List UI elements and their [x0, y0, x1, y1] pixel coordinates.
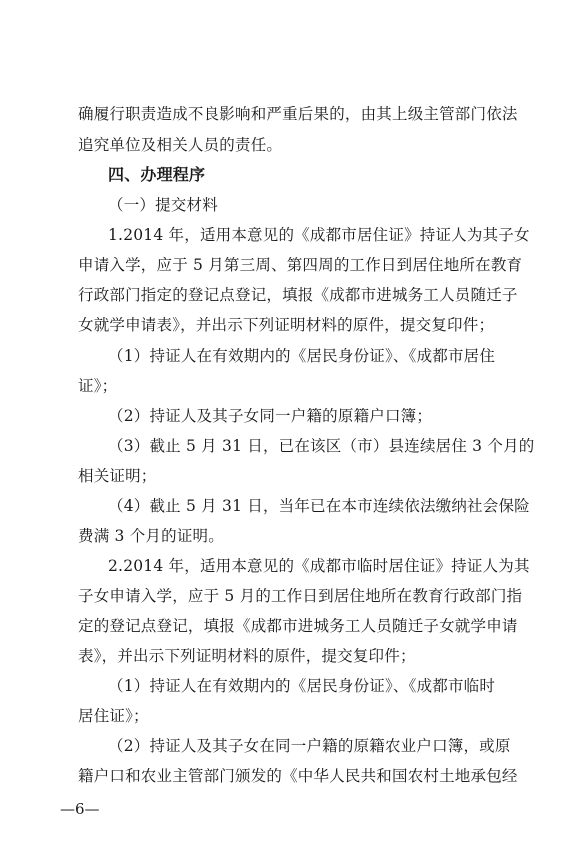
paragraph-line: 子女申请入学，应于 5 月的工作日到居住地所在教育行政部门指	[78, 587, 523, 605]
list-item-continuation: 相关证明；	[78, 467, 157, 485]
paragraph-line: 追究单位及相关人员的责任。	[78, 136, 283, 154]
list-item: （1）持证人在有效期内的《居民身份证》、《成都市居住	[108, 347, 496, 365]
paragraph-line: 1.2014 年，适用本意见的《成都市居住证》持证人为其子女	[108, 226, 530, 244]
paragraph-line: 女就学申请表》，并出示下列证明材料的原件，提交复印件；	[78, 316, 495, 334]
paragraph-line: 申请入学，应于 5 月第三周、第四周的工作日到居住地所在教育	[78, 256, 523, 274]
list-item-continuation: 费满 3 个月的证明。	[78, 527, 224, 545]
list-item: （2）持证人及其子女在同一户籍的原籍农业户口簿，或原	[108, 737, 511, 755]
paragraph-line: 定的登记点登记，填报《成都市进城务工人员随迁子女就学申请	[78, 617, 518, 635]
subsection-heading: （一）提交材料	[108, 196, 218, 214]
list-item-continuation: 证》；	[78, 377, 118, 395]
paragraph-line: 行政部门指定的登记点登记，填报《成都市进城务工人员随迁子	[78, 286, 518, 304]
paragraph-line: 表》，并出示下列证明材料的原件，提交复印件；	[78, 647, 416, 665]
paragraph-line: 确履行职责造成不良影响和严重后果的，由其上级主管部门依法	[78, 105, 518, 123]
section-heading: 四、办理程序	[108, 165, 206, 184]
list-item: （2）持证人及其子女同一户籍的原籍户口簿；	[108, 407, 433, 425]
paragraph-line: 2.2014 年，适用本意见的《成都市临时居住证》持证人为其	[108, 557, 530, 575]
list-item: （4）截止 5 月 31 日，当年已在本市连续依法缴纳社会保险	[108, 497, 530, 515]
list-item: （3）截止 5 月 31 日，已在该区（市）县连续居住 3 个月的	[108, 437, 535, 455]
list-item: （1）持证人在有效期内的《居民身份证》、《成都市临时	[108, 677, 496, 695]
list-item-continuation: 籍户口和农业主管部门颁发的《中华人民共和国农村土地承包经	[78, 767, 518, 785]
list-item-continuation: 居住证》；	[78, 707, 149, 725]
page-number: —6—	[60, 800, 100, 818]
